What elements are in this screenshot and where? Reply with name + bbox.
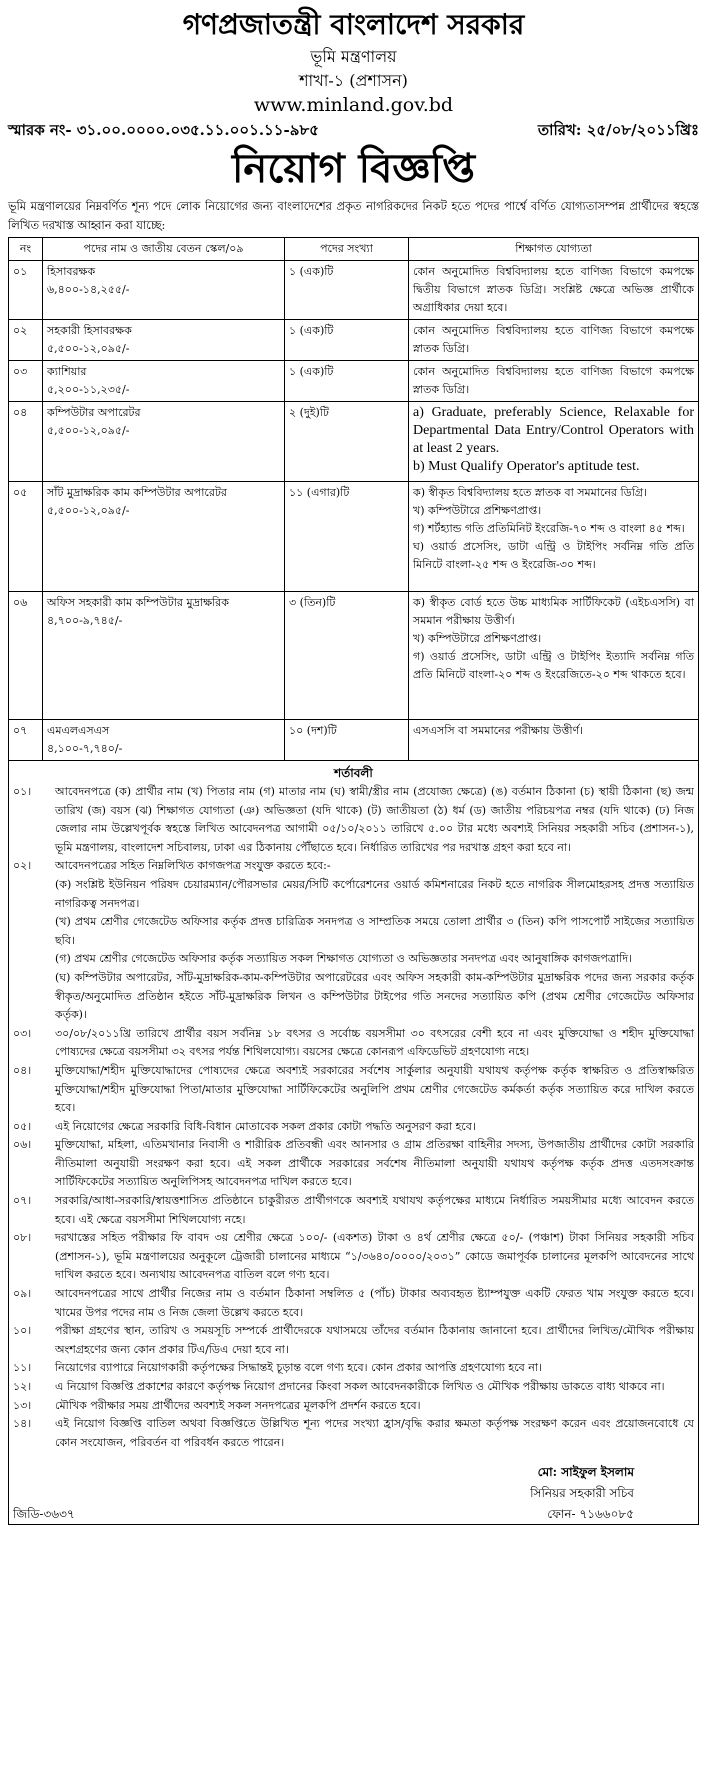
table-row xyxy=(9,592,699,720)
col-header-no: নং xyxy=(9,238,43,261)
term-item xyxy=(13,1229,694,1285)
pay-scale: ৫,৫০০-১২,০৯৫/- xyxy=(47,342,130,355)
row-post xyxy=(43,361,285,402)
row-no: ০১ xyxy=(9,261,43,320)
term-subitem: (খ) প্রথম শ্রেণীর গেজেটেড অফিসার কর্তৃক প্রদত্ত চারিত্রিক সনদপত্র ও সাম্প্রতিক সময়ে তোলা প্রার্থীর ৩ (তিন) কপি পাসপোর্ট সাইজের সত্যায়িত ছবি। xyxy=(55,915,694,947)
row-post xyxy=(43,402,285,482)
pay-scale: ৫,৫০০-১২,০৯৫/- xyxy=(47,424,130,437)
signatory-designation: সিনিয়র সহকারী সচিব xyxy=(530,1486,634,1501)
term-text: আবেদনপত্রের সাথে প্রার্থীর নিজের নাম ও বর্তমান ঠিকানা সম্বলিত ৫ (পাঁচ) টাকার অব্যবহৃত ষ্ট্যাম্পযুক্ত একটি ফেরত খাম সংযুক্ত করতে হবে। খামের উপর পদের নাম ও নিজ জেলা উল্লেখ করতে হবে। xyxy=(55,1287,694,1319)
pay-scale: ৫,৫০০-১২,০৯৫/- xyxy=(47,504,130,517)
table-row xyxy=(9,320,699,361)
term-number: ০২। xyxy=(13,859,32,873)
row-post xyxy=(43,720,285,761)
website-link[interactable]: www.minland.gov.bd xyxy=(253,94,454,116)
table-row xyxy=(9,482,699,592)
govt-title: গণপ্রজাতন্ত্রী বাংলাদেশ সরকার xyxy=(182,8,525,41)
term-subitem: (গ) প্রথম শ্রেণীর গেজেটেড অফিসার কর্তৃক সত্যায়িত সকল শিক্ষাগত যোগ্যতা ও অভিজ্ঞতার সনদপত্র এবং আনুষাঙ্গিক কাগজপত্রাদি। xyxy=(55,952,632,966)
term-number: ০৭। xyxy=(13,1194,32,1208)
term-number: ১১। xyxy=(13,1361,32,1375)
terms-section xyxy=(8,761,699,1525)
term-number: ১৩। xyxy=(13,1398,32,1412)
table-row xyxy=(9,261,699,320)
qualification-item: a) Graduate, preferably Science, Relaxable for Departmental Data Entry/Control Operators with at least 2 years. xyxy=(413,405,694,456)
term-text: আবেদনপত্রে (ক) প্রার্থীর নাম (খ) পিতার নাম (গ) মাতার নাম (ঘ) স্বামী/স্ত্রীর নাম (প্রযোজ্য ক্ষেত্রে) (ঙ) বর্তমান ঠিকানা (চ) স্থায়ী ঠিকানা (ছ) জন্ম তারিখ (জ) বয়স (ঝ) শিক্ষাগত যোগ্যতা (ঞ) অভিজ্ঞতা (যদি থাকে) (ট) জাতীয়তা (ঠ) ধর্ম (ড) জাতীয় পরিচয়পত্র নম্বর (যদি থাকে) (ঢ) নিজ জেলার নাম উল্লেখপূর্বক স্বহস্তে লিখিত আবেদনপত্র আগামী ০৫/১০/২০১১ তারিখে ৫.০০ টার মধ্যে অবশ্যই সিনিয়র সহকারী সচিব (প্রশাসন-১), ভূমি মন্ত্রণালয়, বাংলাদেশ সচিবালয়, ঢাকা এর ঠিকানায় পৌঁছাতে হবে। নির্ধারিত তারিখের পর দরখাস্ত গ্রহণ করা হবে না। xyxy=(55,785,694,854)
intro-paragraph: ভূমি মন্ত্রণালয়ের নিম্নবর্ণিত শূন্য পদে লোক নিয়োগের জন্য বাংলাদেশের প্রকৃত নাগরিকদের নিকট হতে পদের পার্শ্বে বর্ণিত যোগ্যতাসম্পন্ন প্রার্থীদের স্বহস্তে লিখিত দরখাস্ত আহ্বান করা যাচ্ছে: xyxy=(8,199,699,232)
term-text: ৩০/০৮/২০১১খ্রি তারিখে প্রার্থীর বয়স সর্বনিম্ন ১৮ বৎসর ও সর্বোচ্চ বয়সসীমা ৩০ বৎসরের বেশী হবে না এবং মুক্তিযোদ্ধা ও শহীদ মুক্তিযোদ্ধা পোষ্যদের ক্ষেত্রে বয়সসীমা ৩২ বৎসর পর্যন্ত শিথিলযোগ্য। বয়সের ক্ষেত্রে কোনরূপ এফিডেভিট গ্রহণযোগ্য নহে। xyxy=(55,1026,694,1059)
qualification-item: গ) শর্টহ্যান্ড গতি প্রতিমিনিট ইংরেজি-৭০ শব্দ ও বাংলা ৪৫ শব্দ। xyxy=(413,522,685,535)
term-number: ১০। xyxy=(13,1324,32,1338)
row-qualification: কোন অনুমোদিত বিশ্ববিদ্যালয় হতে বাণিজ্য বিভাগে কমপক্ষে স্নাতক ডিগ্রি। xyxy=(409,320,699,361)
branch-name: শাখা-১ (প্রশাসন) xyxy=(299,71,408,90)
term-item xyxy=(13,1118,694,1137)
row-count: ৩ (তিন)টি xyxy=(285,592,409,720)
term-number: ১২। xyxy=(13,1380,32,1393)
term-item xyxy=(13,1285,694,1322)
term-item xyxy=(13,1378,694,1397)
qualification-item: খ) কম্পিউটারে প্রশিক্ষণপ্রাপ্ত। xyxy=(413,632,542,645)
ministry-name: ভূমি মন্ত্রণালয় xyxy=(310,47,397,66)
signatory-name: মো: সাইফুল ইসলাম xyxy=(537,1465,634,1480)
term-item xyxy=(13,1062,694,1118)
term-subitem: (ঘ) কম্পিউটার অপারেটর, সাঁট-মুদ্রাক্ষরিক-কাম-কম্পিউটার অপারেটরের এবং অফিস সহকারী কাম-কম্পিউটার মুদ্রাক্ষরিক পদের জন্য সরকার কর্তৃক স্বীকৃত/অনুমোদিত প্রতিষ্ঠান হইতে সাঁট-মুদ্রাক্ষরিক লিখন ও কম্পিউটার টাইপের গতি সনদের সত্যায়িত কপি (প্রথম শ্রেণীর গেজেটেড অফিসার কর্তৃক)। xyxy=(55,970,694,1022)
post-name: কম্পিউটার অপারেটর xyxy=(47,406,141,419)
row-post xyxy=(43,261,285,320)
row-no: ০৪ xyxy=(9,402,43,482)
term-number: ০৮। xyxy=(13,1231,32,1245)
qualification-item: ক) স্বীকৃত বিশ্ববিদ্যালয় হতে স্নাতক বা সমমানের ডিগ্রি। xyxy=(413,486,648,499)
term-text: মুক্তিযোদ্ধা, মহিলা, এতিমখানার নিবাসী ও শারীরিক প্রতিবন্ধী এবং আনসার ও গ্রাম প্রতিরক্ষা বাহিনীর সদস্য, উপজাতীয় প্রার্থীদের কোটা সরকারি নীতিমালা অনুযায়ী সংরক্ষণ করা হবে। এই সকল প্রার্থীকে সরকারের সর্বশেষ নীতিমালা অনুযায়ী যথাযথ কর্তৃপক্ষ কর্তৃক প্রদত্ত এতদসংক্রান্ত সার্টিফিকেটের সত্যায়িত অনুলিপিসহ আবেদনপত্র দাখিল করতে হবে। xyxy=(55,1138,694,1189)
row-count: ১ (এক)টি xyxy=(285,361,409,402)
term-text: এ নিয়োগ বিজ্ঞপ্তি প্রকাশের কারণে কর্তৃপক্ষ নিয়োগ প্রদানের কিংবা সকল আবেদনকারীকে লিখিত ও মৌখিক পরীক্ষায় ডাকতে বাধ্য থাকবে না। xyxy=(55,1380,665,1393)
qualification-item: গ) ওয়ার্ড প্রসেসিং, ডাটা এন্ট্রি ও টাইপিং ইত্যাদি সর্বনিম্ন গতি প্রতি মিনিটে বাংলা-২০ শব্দ ও ইংরেজিতে-২০ শব্দ থাকতে হবে। xyxy=(413,650,694,681)
row-count: ১ (এক)টি xyxy=(285,261,409,320)
row-no: ০৬ xyxy=(9,592,43,720)
term-item xyxy=(13,1025,694,1062)
term-item xyxy=(13,783,694,857)
footer-row xyxy=(13,1504,694,1524)
row-post xyxy=(43,320,285,361)
qualification-item: ক) স্বীকৃত বোর্ড হতে উচ্চ মাধ্যমিক সার্টিফিকেট (এইচএসসি) বা সমমান পরীক্ষায় উত্তীর্ণ। xyxy=(413,596,694,627)
phone-number: ফোন- ৭১৬৬০৮৫ xyxy=(547,1507,634,1522)
pay-scale: ৪,৭০০-৯,৭৪৫/- xyxy=(47,614,123,627)
row-post xyxy=(43,592,285,720)
signature-block xyxy=(13,1462,694,1504)
term-text: মুক্তিযোদ্ধা/শহীদ মুক্তিযোদ্ধাদের পোষ্যদের ক্ষেত্রে অবশ্যই সরকারের সর্বশেষ সার্কুলার অনুযায়ী যথাযথ কর্তৃপক্ষ কর্তৃক স্বাক্ষরিত ও প্রতিস্বাক্ষরিত মুক্তিযোদ্ধা/শহীদ মুক্তিযোদ্ধা পিতা/মাতার মুক্তিযোদ্ধা সার্টিফিকেটের অনুলিপি প্রথম শ্রেণীর গেজেটেড কর্মকর্তা কর্তৃক সত্যায়িত করে দাখিল করতে হবে। xyxy=(55,1063,694,1115)
term-number: ০৫। xyxy=(13,1119,32,1133)
row-post xyxy=(43,482,285,592)
post-name: সহকারী হিসাবরক্ষক xyxy=(47,324,132,337)
row-qualification: কোন অনুমোদিত বিশ্ববিদ্যালয় হতে বাণিজ্য বিভাগে কমপক্ষে দ্বিতীয় বিভাগে স্নাতক ডিগ্রি। সংশ্লিষ্ট ক্ষেত্রে অভিজ্ঞ প্রার্থীকে অগ্রাধিকার দেয়া হবে। xyxy=(409,261,699,320)
page-title: নিয়োগ বিজ্ঞপ্তি xyxy=(231,145,475,192)
row-no: ০৩ xyxy=(9,361,43,402)
term-number: ০৯। xyxy=(13,1287,32,1301)
row-count: ১ (এক)টি xyxy=(285,320,409,361)
post-name: অফিস সহকারী কাম কম্পিউটার মুদ্রাক্ষরিক xyxy=(47,596,229,609)
row-no: ০৭ xyxy=(9,720,43,761)
term-item xyxy=(13,1322,694,1359)
term-item xyxy=(13,1359,694,1378)
row-count: ২ (দুই)টি xyxy=(285,402,409,482)
table-row xyxy=(9,402,699,482)
col-header-count: পদের সংখ্যা xyxy=(285,238,409,261)
term-text: এই নিয়োগের ক্ষেত্রে সরকারি বিধি-বিধান মোতাবেক সকল প্রকার কোটা পদ্ধতি অনুসরণ করা হবে। xyxy=(55,1119,476,1133)
row-count: ১১ (এগার)টি xyxy=(285,482,409,592)
term-text: মৌখিক পরীক্ষার সময় প্রার্থীদের অবশ্যই সকল সনদপত্রের মূলকপি প্রদর্শন করতে হবে। xyxy=(55,1398,421,1412)
post-name: ক্যাশিয়ার xyxy=(47,365,87,378)
post-name: এমএলএসএস xyxy=(47,724,110,737)
term-body xyxy=(55,857,694,1024)
row-qualification: এসএসসি বা সমমানের পরীক্ষায় উত্তীর্ণ। xyxy=(409,720,699,761)
table-row xyxy=(9,361,699,402)
table-row xyxy=(9,720,699,761)
terms-title: শর্তাবলী xyxy=(334,766,373,780)
term-subitem: (ক) সংশ্লিষ্ট ইউনিয়ন পরিষদ চেয়ারম্যান/পৌরসভার মেয়র/সিটি কর্পোরেশনের ওয়ার্ড কমিশনারের নিকট হতে নাগরিক সীলমোহরসহ প্রদত্ত সত্যায়িত নাগরিকত্ব সনদপত্র। xyxy=(55,877,694,910)
col-header-qualification: শিক্ষাগত যোগ্যতা xyxy=(409,238,699,261)
pay-scale: ৪,১০০-৭,৭৪০/- xyxy=(47,742,123,755)
term-text: নিয়োগের ব্যাপারে নিয়োগকারী কর্তৃপক্ষের সিদ্ধান্তই চূড়ান্ত বলে গণ্য হবে। কোন প্রকার আপত্তি গ্রহণযোগ্য হবে না। xyxy=(55,1361,542,1375)
header xyxy=(8,6,699,117)
memo-number: স্মারক নং- ৩১.০০.০০০০.০৩৫.১১.০০১.১১-৯৮৫ xyxy=(8,121,319,139)
qualification-item: ঘ) ওয়ার্ড প্রসেসিং, ডাটা এন্ট্রি ও টাইপিং সর্বনিম্ন গতি প্রতি মিনিটে বাংলা-২৫ শব্দ ও ইংরেজি-৩০ শব্দ। xyxy=(413,540,694,571)
term-number: ১৪। xyxy=(13,1417,32,1431)
table-header-row xyxy=(9,238,699,261)
term-item xyxy=(13,1397,694,1416)
post-name: সাঁট মুদ্রাক্ষরিক কাম কম্পিউটার অপারেটর xyxy=(47,486,227,499)
term-text: দরখাস্তের সহিত পরীক্ষার ফি বাবদ ৩য় শ্রেণীর ক্ষেত্রে ১০০/- (একশত) টাকা ও ৪র্থ শ্রেণীর ক্ষেত্রে ৫০/- (পঞ্চাশ) টাকা সিনিয়র সহকারী সচিব (প্রশাসন-১), ভূমি মন্ত্রণালয়ের অনুকূলে ট্রেজারী চালানের মাধ্যমে “১/৩৬৪০/০০০০/২০৩১” কোডে জমাপূর্বক চালানের মূলকপি আবেদনের সাথে দাখিল করতে হবে। অন্যথায় আবেদনপত্র বাতিল বলে গণ্য হবে। xyxy=(55,1231,694,1282)
pay-scale: ৬,৪০০-১৪,২৫৫/- xyxy=(47,283,130,296)
term-number: ০৬। xyxy=(13,1138,32,1152)
col-header-post: পদের নাম ও জাতীয় বেতন স্কেল/০৯ xyxy=(43,238,285,261)
row-no: ০৫ xyxy=(9,482,43,592)
job-circular xyxy=(8,0,699,1525)
term-text: আবেদনপত্রের সহিত নিম্নলিখিত কাগজপত্র সংযুক্ত করতে হবে:- xyxy=(55,859,331,873)
term-item xyxy=(13,1415,694,1452)
issue-date: তারিখ: ২৫/০৮/২০১১খ্রিঃ xyxy=(537,121,699,139)
term-number: ০১। xyxy=(13,785,32,798)
post-name: হিসাবরক্ষক xyxy=(47,265,96,278)
row-no: ০২ xyxy=(9,320,43,361)
term-text: পরীক্ষা গ্রহণের স্থান, তারিখ ও সময়সূচি সম্পর্কে প্রার্থীদেরকে যথাসময়ে তাঁদের বর্তমান ঠিকানায় জানানো হবে। প্রার্থীদের লিখিত/মৌখিক পরীক্ষায় অংশগ্রহণের জন্য কোন প্রকার টিএ/ডিএ দেয়া হবে না। xyxy=(55,1324,694,1356)
row-qualification: কোন অনুমোদিত বিশ্ববিদ্যালয় হতে বাণিজ্য বিভাগে কমপক্ষে স্নাতক ডিগ্রি। xyxy=(409,361,699,402)
term-number: ০৩। xyxy=(13,1026,32,1040)
term-item xyxy=(13,857,694,1024)
qualification-item: b) Must Qualify Operator's aptitude test. xyxy=(413,459,640,474)
term-text: এই নিয়োগ বিজ্ঞপ্তি বাতিল অথবা বিজ্ঞপ্তিতে উল্লিখিত শূন্য পদের সংখ্যা হ্রাস/বৃদ্ধি করার ক্ষমতা কর্তৃপক্ষ সংরক্ষণ করেন এবং প্রয়োজনবোধে যে কোন সংযোজন, পরিবর্তন বা পরিবর্ধন করতে পারেন। xyxy=(55,1417,694,1449)
term-text: সরকারি/আধা-সরকারি/স্বায়ত্তশাসিত প্রতিষ্ঠানে চাকুরীরত প্রার্থীগণকে অবশ্যই যথাযথ কর্তৃপক্ষের মাধ্যমে নির্ধারিত সময়সীমার মধ্যে আবেদন করতে হবে। এই ক্ষেত্রে বয়সসীমা শিথিলযোগ্য নহে। xyxy=(55,1194,694,1226)
vacancy-table xyxy=(8,237,699,761)
gd-code: জিডি-৩৬৩৭ xyxy=(13,1507,75,1522)
row-qualification xyxy=(409,402,699,482)
term-item xyxy=(13,1136,694,1192)
reference-row xyxy=(8,119,699,141)
term-item xyxy=(13,1192,694,1229)
qualification-item: খ) কম্পিউটারে প্রশিক্ষণপ্রাপ্ত। xyxy=(413,504,542,517)
row-qualification xyxy=(409,482,699,592)
row-count: ১০ (দশ)টি xyxy=(285,720,409,761)
pay-scale: ৫,২০০-১১,২৩৫/- xyxy=(47,383,130,396)
term-number: ০৪। xyxy=(13,1063,32,1077)
row-qualification xyxy=(409,592,699,720)
